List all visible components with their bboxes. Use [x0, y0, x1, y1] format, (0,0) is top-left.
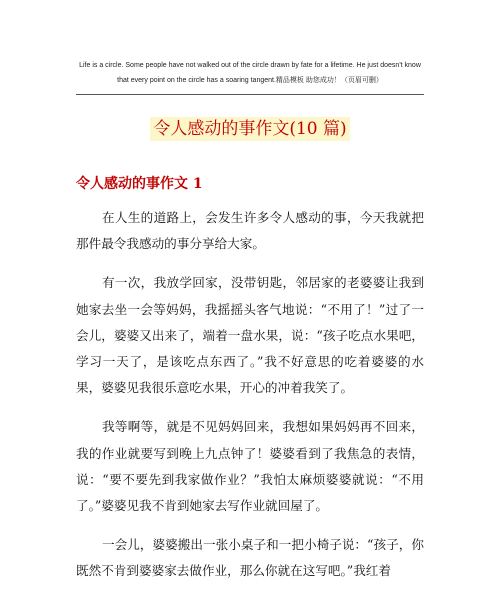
paragraph-2: 有一次，我放学回家，没带钥匙，邻居家的老婆婆让我到她家去坐一会等妈妈，我摇摇头客气地说：“不用了！”过了一会儿，婆婆又出来了，端着一盘水果，说：“孩子吃点水果吧，学习一天了，是该吃点东西了。”我不好意思的吃着婆婆的水果，婆婆见我很乐意吃水果，开心的冲着我笑了。: [76, 275, 424, 396]
document-title-text: 令人感动的事作文(10 篇): [150, 117, 349, 141]
page-header: [60, 58, 440, 88]
header-line-2: that every point on the circle has a soaring tangent.精品模板 助您成功！（页眉可删）: [117, 77, 383, 84]
document-title: [0, 117, 500, 141]
paragraph-3: 我等啊等，就是不见妈妈回来，我想如果妈妈再不回来，我的作业就要写到晚上九点钟了！婆婆看到了我焦急的表情，说：“要不要先到我家做作业？”我怕太麻烦婆婆就说：“不用了。”婆婆见我不肯到她家去写作业就回屋了。: [76, 419, 424, 514]
paragraph-1: 在人生的道路上，会发生许多令人感动的事，今天我就把那件最令我感动的事分享给大家。: [76, 210, 424, 252]
header-divider: [76, 94, 424, 95]
section-heading: 令人感动的事作文 1: [76, 176, 203, 192]
paragraph-4: 一会儿，婆婆搬出一张小桌子和一把小椅子说：“孩子，你既然不肯到婆婆家去做作业，那么你就在这写吧。”我红着: [76, 537, 424, 579]
header-line-1: Life is a circle. Some people have not walked out of the circle drawn by fate for a lifetime. He just doesn't know: [79, 62, 421, 69]
document-body: [76, 205, 424, 598]
